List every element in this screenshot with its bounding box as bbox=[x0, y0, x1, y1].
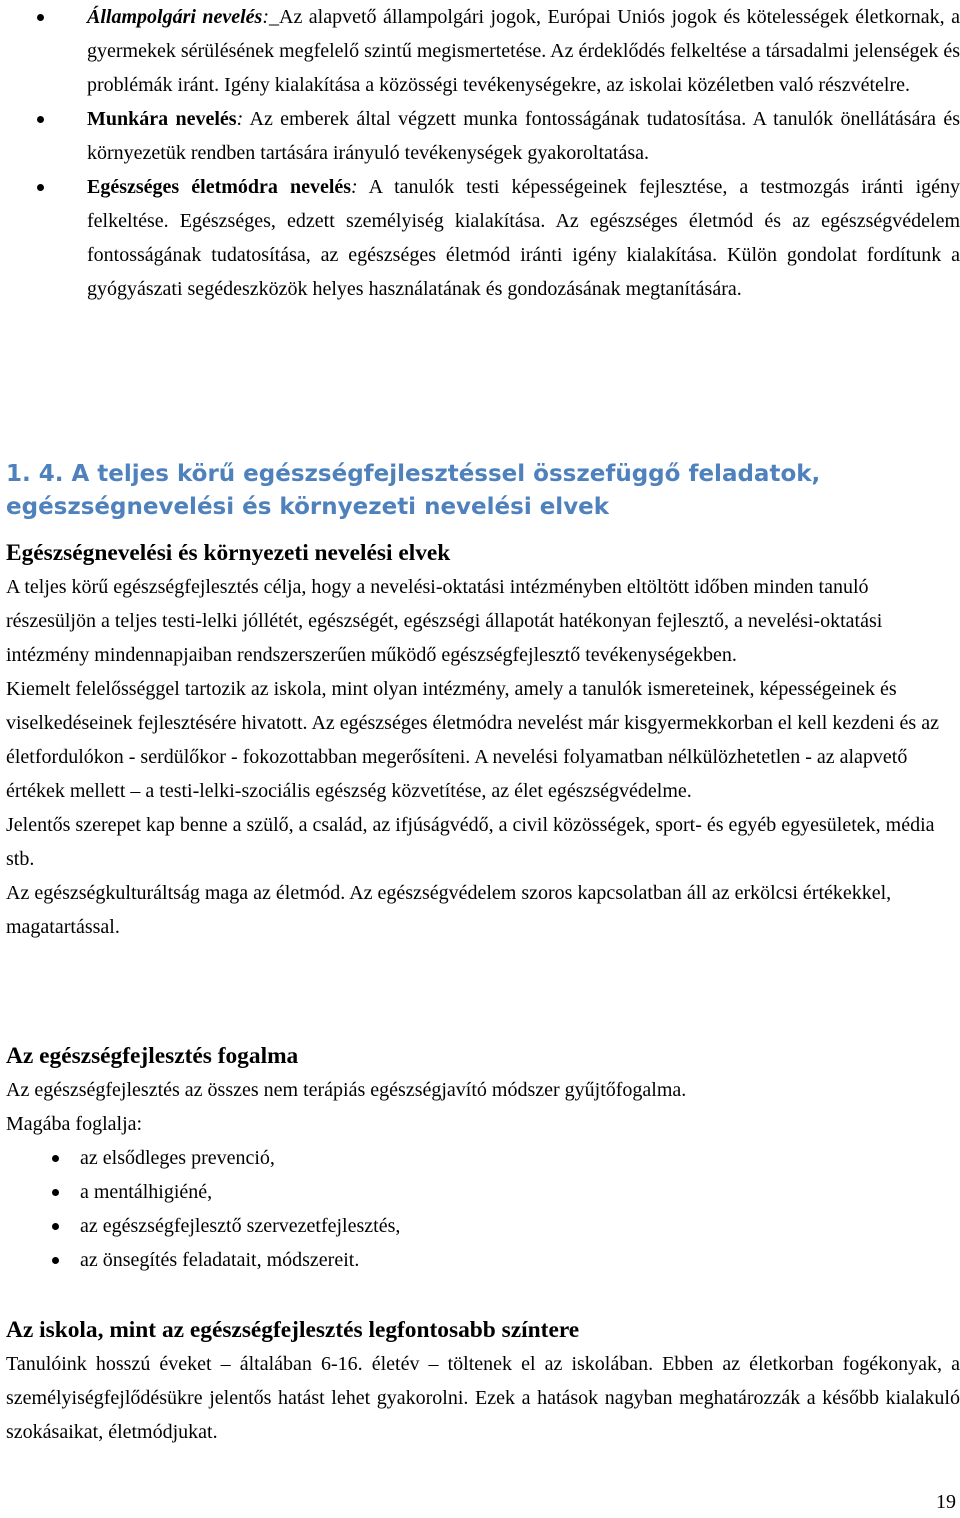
subsection-body bbox=[6, 1347, 960, 1449]
health-promotion-list bbox=[0, 1141, 960, 1277]
paragraph: A teljes körű egészségfejlesztés célja, hogy a nevelési-oktatási intézményben eltöltött időben minden tanuló részesüljön a teljes testi-lelki jóllétét, egészségét, egészségi állapotát hatékonyan fejlesztő, a nevelési-oktatási intézmény mindennapjaiban rendszerszerűen működő egészségfejlesztő tevékenységekben. bbox=[6, 576, 883, 666]
list-item: az elsődleges prevenció, bbox=[80, 1141, 940, 1175]
bullet-icon bbox=[52, 1189, 59, 1196]
section-heading: 1. 4. A teljes körű egészségfejlesztéssel összefüggő feladatok, egészségnevelési és környezeti nevelési elvek bbox=[6, 461, 821, 520]
list-item: Egészséges életmódra nevelés: A tanulók testi képességeinek fejlesztése, a testmozgás iránti igény felkeltése. Egészséges, edzett személyiség kialakítása. Az egészséges életmód és az egészségvédelem fontosságának tudatosítása, az egészséges életmód iránti igény kialakítása. Külön gondolat fordítunk a gyógyászati segédeszközök helyes használatának és gondozásának megtanítására. bbox=[87, 170, 960, 306]
paragraph: Az egészségfejlesztés az összes nem terápiás egészségjavító módszer gyűjtőfogalma. bbox=[6, 1079, 687, 1101]
subsection-title: Egészségnevelési és környezeti nevelési elvek bbox=[6, 540, 451, 566]
subsection-title: Az egészségfejlesztés fogalma bbox=[6, 1043, 299, 1069]
paragraph: Magába foglalja: bbox=[6, 1113, 143, 1135]
bullet-icon bbox=[52, 1223, 59, 1230]
term-description: Az emberek által végzett munka fontosságának tudatosítása. A tanulók önellátására és környezetük rendben tartására irányuló tevékenységek gyakoroltatása. bbox=[87, 108, 960, 164]
list-item: Munkára nevelés: Az emberek által végzett munka fontosságának tudatosítása. A tanulók önellátására és környezetük rendben tartására irányuló tevékenységek gyakoroltatása. bbox=[87, 102, 960, 170]
bullet-icon bbox=[37, 14, 44, 21]
bullet-icon bbox=[37, 184, 44, 191]
paragraph: Kiemelt felelősséggel tartozik az iskola, mint olyan intézmény, amely a tanulók ismereteinek, képességeinek és viselkedéseinek fejlesztésére hivatott. Az egészséges életmódra nevelést már kisgyermekkorban el kell kezdeni és az életfordulókon - serdülőkor - fokozottabban megerősíteni. A nevelési folyamatban nélkülözhetetlen - az alapvető értékek mellett – a testi-lelki-szociális egészség közvetítése, az élet egészségvédelme. bbox=[6, 678, 939, 802]
page-number: 19 bbox=[936, 1491, 956, 1513]
term-label: Egészséges életmódra nevelés bbox=[87, 176, 352, 198]
list-item: a mentálhigiéné, bbox=[80, 1175, 940, 1209]
term-label: Állampolgári nevelés bbox=[87, 6, 263, 28]
bullet-icon bbox=[52, 1155, 59, 1162]
education-goals-list bbox=[0, 0, 960, 306]
paragraph: Tanulóink hosszú éveket – általában 6-16. életév – töltenek el az iskolában. Ebben az életkorban fogékonyak, a személyiségfejlődésükre jelentős hatást lehet gyakorolni. Ezek a hatások nagyban meghatározzák a később kialakuló szokásaikat, életmódjukat. bbox=[6, 1353, 960, 1443]
term-description: Az alapvető állampolgári jogok, Európai Uniós jogok és kötelességek életkornak, a gyermekek sérülésének megfelelő szintű megismertetése. Az érdeklődés felkeltése a társadalmi jelenségek és problémák iránt. Igény kialakítása a közösségi tevékenységekre, az iskolai közéletben való részvételre. bbox=[87, 6, 960, 96]
list-item: az önsegítés feladatait, módszereit. bbox=[80, 1243, 940, 1277]
bullet-icon bbox=[52, 1257, 59, 1264]
list-item: az egészségfejlesztő szervezetfejlesztés, bbox=[80, 1209, 940, 1243]
subsection-body bbox=[6, 570, 960, 944]
list-item: Állampolgári nevelés:_Az alapvető állampolgári jogok, Európai Uniós jogok és kötelességek életkornak, a gyermekek sérülésének megfelelő szintű megismertetése. Az érdeklődés felkeltése a társadalmi jelenségek és problémák iránt. Igény kialakítása a közösségi tevékenységekre, az iskolai közéletben való részvételre. bbox=[87, 0, 960, 102]
term-description: A tanulók testi képességeinek fejlesztése, a testmozgás iránti igény felkeltése. Egészséges, edzett személyiség kialakítása. Az egészséges életmód és az egészségvédelem fontosságának tudatosítása, az egészséges életmód iránti igény kialakítása. Külön gondolat fordítunk a gyógyászati segédeszközök helyes használatának és gondozásának megtanítására. bbox=[87, 176, 960, 300]
subsection-body bbox=[6, 1073, 960, 1141]
bullet-icon bbox=[37, 116, 44, 123]
subsection-title: Az iskola, mint az egészségfejlesztés legfontosabb színtere bbox=[6, 1317, 580, 1343]
paragraph: Jelentős szerepet kap benne a szülő, a család, az ifjúságvédő, a civil közösségek, sport- és egyéb egyesületek, média stb. bbox=[6, 814, 935, 870]
term-label: Munkára nevelés bbox=[87, 108, 237, 130]
paragraph: Az egészségkulturáltság maga az életmód. Az egészségvédelem szoros kapcsolatban áll az erkölcsi értékekkel, magatartással. bbox=[6, 882, 892, 938]
